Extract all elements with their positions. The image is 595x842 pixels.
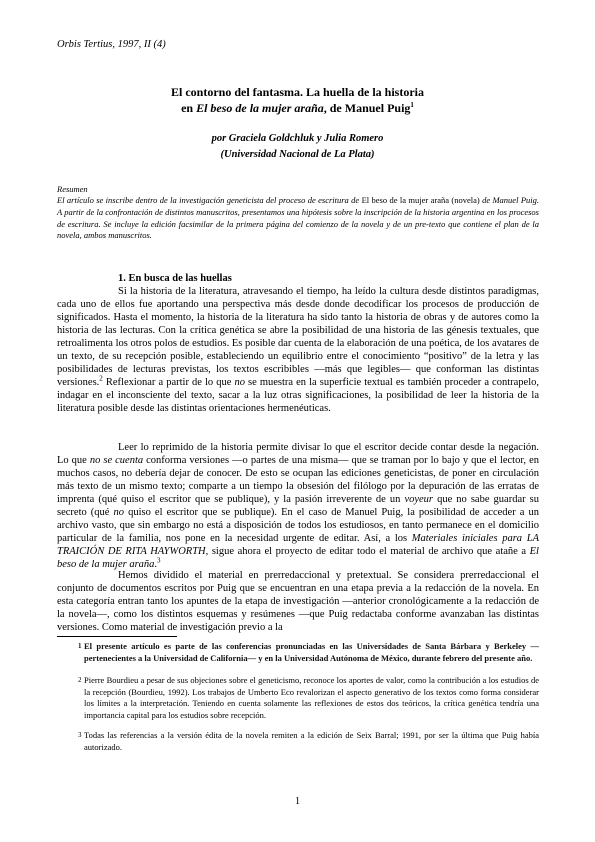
- p1-emph: no: [234, 377, 245, 388]
- authors: [0, 131, 595, 163]
- p2-emph-2: voyeur: [404, 494, 434, 505]
- footnote-ref-3[interactable]: 3: [157, 556, 161, 565]
- footnote-text: El presente artículo es parte de las conferencias pronunciadas en las Universidades de Santa Bárbara y Berkeley —pertenecientes a la Universidad de California— y en la Universidad Autónoma de México, durante febrero del presente año.: [84, 641, 539, 663]
- footnote-mark: 3: [78, 731, 82, 739]
- p1-text-c: se muestra en la superficie textual es también proceder a contrapelo, indagar en el inconsciente del texto, sacar a la luz otras significaciones, la posibilidad de leer la historia de la literatura posible desde las distintas orientaciones hermenéuticas.: [57, 377, 539, 414]
- article-title-line1: El contorno del fantasma. La huella de la historia: [170, 85, 424, 99]
- p2-emph-1: no se cuenta: [89, 455, 144, 466]
- author-affiliation: (Universidad Nacional de La Plata): [220, 149, 375, 160]
- title-prefix: en: [181, 101, 197, 115]
- footnote-2: [78, 675, 539, 721]
- p1-text-a: Si la historia de la literatura, atravesando el tiempo, ha leído la cultura desde distintos paradigmas, cada uno de ellos fue aportando una perspectiva más desde donde decodificar los procesos de producción de significados. Hasta el momento, la historia de la literatura ha sido tanto la historia de obras y de autores como la historia de las lecturas. Con la crítica genética se abre la posibilidad de una historia de las génesis textuales, que retroalimenta los otros polos de estudios. Es posible dar cuenta de la elaboración de una poética, de los avatares de un texto, de su recepción posible, estableciendo un equilibrio entre el conocimiento “positivo” de la letra y las posibilidades de lecturas previstas, los textos escribibles —más que legibles— que conforman las distintas versiones.: [57, 286, 539, 388]
- p2-text-f: .: [154, 559, 158, 570]
- paragraph-3: [57, 569, 539, 634]
- footnote-ref-1[interactable]: 1: [410, 101, 414, 109]
- p2-emph-4: Materiales iniciales para LA TRAICIÓN DE RITA HAYWORTH: [57, 533, 539, 557]
- footnote-mark: 1: [78, 642, 82, 650]
- article-title-line2: [0, 100, 595, 116]
- abstract-heading: Resumen: [57, 184, 88, 194]
- abstract-text-2: de Manuel Puig. A partir de la confrontación de distintos manuscritos, presentamos una hipótesis sobre la inscripción de la historia argentina en los procesos de escritura. Se incluye la edición facsimilar de la primera página del comienzo de la novela y de un pre-texto que contiene el plan de la novela, ambos manuscritos.: [57, 195, 540, 241]
- p2-text-b: conforma versiones —o partes de una misma— que se traman por lo bajo y que el lector, en muchos casos, no debería dejar de conocer. De esto se ocupan las ediciones geneticistas, de poner en circulación más texto de un mismo texto; comparte a un tiempo la obsesión del filólogo por la depuración de las erratas de imprenta (qué quiso el escritor que se publique), y la pasión irreverente de un: [57, 455, 539, 505]
- p3-text: Hemos dividido el material en prerredaccional y pretextual. Se considera prerredaccional el conjunto de documentos escritos por Puig que se encuentran en una etapa previa a la redacción de la novela. En esta categoría entran tanto los apuntes de la etapa de investigación —anterior cronológicamente a la redacción de la novela—, como los distintos esquemas y resúmenes —que Puig redactaba conforme avanzaban las distintas versiones. Como material de investigación previo a la: [57, 570, 539, 633]
- section-heading: 1. En busca de las huellas: [118, 273, 232, 284]
- footnote-3: [78, 730, 539, 753]
- title-work: El beso de la mujer araña: [196, 101, 324, 115]
- title-suffix: , de Manuel Puig: [323, 101, 411, 115]
- paragraph-1: [57, 285, 539, 415]
- p2-text-c: que no sabe guardar su secreto (qué: [57, 494, 540, 518]
- footnote-text: Todas las referencias a la versión édita de la novela remiten a la edición de Seix Barral; 1991, por ser la última que Puig había autorizado.: [84, 730, 539, 752]
- footnote-text: Pierre Bourdieu a pesar de sus objeciones sobre el geneticismo, reconoce los aportes de valor, como la contribución a los estudios de la recepción (Bourdieu, 1992). Los trabajos de Umberto Eco revalorizan el aspecto generativo de los textos como forma considerar los límites a la interpretación. Teniendo en cuenta solamente las reflexiones de estos dos teóricos, la crítica genética tendría una importancia capital para los estudios sobre recepción.: [84, 675, 539, 720]
- p2-text-e: , sigue ahora el proyecto de editar todo el material de archivo que atañe a: [205, 546, 530, 557]
- p1-text-b: Reflexionar a partir de lo que: [102, 377, 235, 388]
- p2-text-a: Leer lo reprimido de la historia permite divisar lo que el escritor decide contar desde la negación. Lo que: [57, 442, 539, 466]
- p2-emph-3: no: [113, 507, 125, 518]
- abstract-body: [57, 195, 539, 242]
- paragraph-2: [57, 441, 539, 571]
- footnote-ref-2[interactable]: 2: [99, 374, 103, 383]
- author-names: por Graciela Goldchluk y Julia Romero: [211, 133, 384, 144]
- running-head: Orbis Tertius, 1997, II (4): [57, 39, 166, 50]
- p2-emph-5: El beso de la mujer araña: [57, 546, 539, 570]
- page-number: 1: [294, 796, 301, 807]
- abstract-text-1: El artículo se inscribe dentro de la investigación geneticista del proceso de escritura de: [57, 195, 362, 205]
- footnote-mark: 2: [78, 676, 82, 684]
- abstract-work-title: El beso de la mujer araña (novela): [361, 195, 480, 205]
- footnote-separator: [57, 636, 177, 637]
- footnote-1: [78, 641, 539, 664]
- p2-text-d: quiso el escritor que se publique). En el caso de Manuel Puig, la posibilidad de acceder a un archivo vasto, que sin embargo no está a disposición de todos los estudiosos, en tanto permanece en el domicilio particular de la familia, nos pone en la necesidad urgente de editar. Así, a los: [57, 507, 539, 544]
